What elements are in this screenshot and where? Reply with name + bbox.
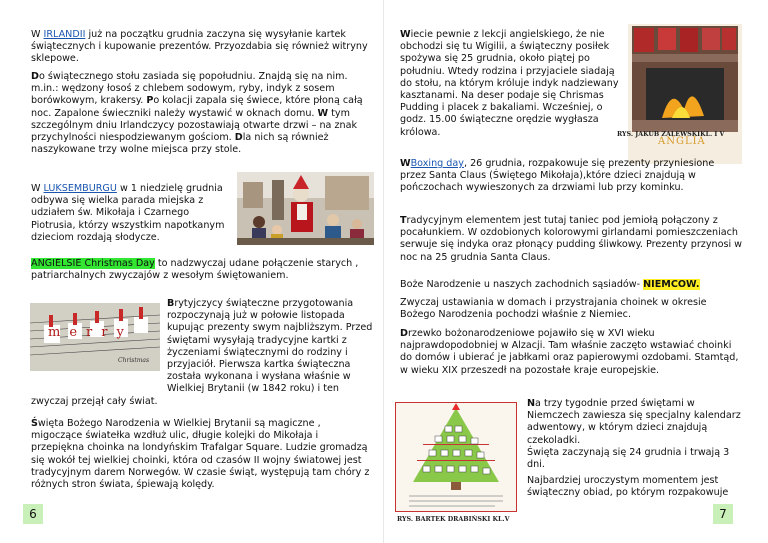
- boxing-day-paragraph: WBoxing day, 26 grudnia, rozpakowuje się prezenty przyniesione przez Santa Claus (Świętego Mikołaja),które dzieci znajdują w pończochach wywieszonych za drzwiami lub przy kominku.: [400, 158, 715, 194]
- england-highlight: ANGIELSIE Christmas Day: [31, 258, 155, 269]
- drawing-caption-2: RYS. BARTEK DRABIŃSKI KL.V: [397, 516, 510, 523]
- page-number-left: 6: [23, 504, 43, 524]
- holiday-duration: Święta zaczynają się 24 grudnia i trwają 3 dni.: [527, 447, 730, 471]
- germany-heading: Boże Narodzenie u naszych zachodnich sąsiadów- NIEMCOW.: [400, 279, 700, 290]
- britain-paragraph: Brytyjczycy świąteczne przygotowania rozpoczynają już w połowie listopada kupując prezenty swym najbliższym. Przed świętami wysyłają tradycyjne kartki z życzeniami świątecznymi do rodziny i przyjaciół. Pierwsza kartka świąteczna została wykonana i wysłana właśnie w Wielkiej Brytanii (w 1842 roku) i ten zwyczaj przejął cały świat.: [31, 298, 373, 407]
- card-subtitle: Christmas: [118, 357, 150, 364]
- tree-drawing: [395, 402, 517, 512]
- ireland-paragraph-2: Do świątecznego stołu zasiada się popołudniu. Znajdą się na nim. m.in.: wędzony łosoś z chlebem sodowym, ryby, indyk z sosem borówkowym, krakersy. Po kolacji zapala się świece, które płoną całą noc. Zapalone świeczniki należy wystawić w oknach domu. W tym szczególnym dniu Irlandczycy pozostawiają otwarte drzwi – na znak przychylności niespodziewanym gościom. Dla nich są również naszykowane trzy wolne miejsca przy stole.: [31, 71, 363, 156]
- britain-paragraph-2: Święta Bożego Narodzenia w Wielkiej Brytanii są magiczne , migoczące światełka wzdłuż ulic, długie kolejki do Mikołaja i przepiękna choinka na londyńskim Trafalgar Square. Ludzie gromadzą się wokół tej wielkiej choinki, która od czasów II wojny światowej jest tradycyjnym darem Norwegów. W czasie świąt, występują tam chóry z różnych stron świata, śpiewają kolędy.: [31, 418, 370, 491]
- tree-custom-paragraph: Zwyczaj ustawiania w domach i przystrajania choinek w okresie Bożego Narodzenia pochodzi właśnie z Niemiec.: [400, 297, 707, 321]
- mistletoe-paragraph: Tradycyjnym elementem jest tutaj taniec pod jemiołą połączony z pocałunkiem. W ozdobionych kolorowymi girlandami pomieszczeniach serwuje się indyka oraz płonący pudding śliwkowy. Prezenty przynosi w noc na 25 grudnia Santa Claus.: [400, 215, 743, 263]
- card-word: merry: [48, 325, 133, 340]
- fireplace-drawing: [628, 24, 742, 164]
- dinner-moment: Najbardziej uroczystym momentem jest świąteczny obiad, po którym rozpakowuje: [527, 475, 729, 499]
- ireland-link[interactable]: IRLANDII: [43, 29, 86, 40]
- page-number-right: 7: [713, 504, 733, 524]
- ireland-paragraph-1: W IRLANDII już na początku grudnia zaczyna się wysyłanie kartek świątecznych i kupowanie prezentów. Przyozdabia się również witryny sklepowe.: [31, 29, 368, 65]
- england-dinner-paragraph: Wiecie pewnie z lekcji angielskiego, że nie obchodzi się tu Wigilii, a świąteczny posiłek spożywa się 25 grudnia, około piątej po południu. Wtedy rodzina i przyjaciele siadają do stołu, na którym króluje indyk nadziewany kasztanami. Na deser podaje się Chrismas Pudding i placek z bakaliami. Wcześniej, o godz. 15.00 świąteczne orędzie wygłasza królowa.: [400, 29, 619, 138]
- luxembourg-paragraph: W LUKSEMBURGU w 1 niedzielę grudnia odbywa się wielka parada miejska z udziałem św. Mikołaja i Czarnego Piotrusia, którzy wszystkim napotkanym dzieciom rozdają słodycze.: [31, 183, 225, 243]
- right-page: [384, 0, 768, 543]
- luxembourg-link[interactable]: LUKSEMBURGU: [43, 183, 117, 194]
- advent-paragraph: Na trzy tygodnie przed świętami w Niemczech zawiesza się specjalny kalendarz adwentowy, w którym dzieci znajdują czekoladki.: [527, 398, 741, 446]
- drawing-caption-1: RYS. JAKUB ZALEWSKIKL. I V: [617, 131, 725, 138]
- boxing-day-link[interactable]: Boxing day: [410, 158, 464, 169]
- tree-history-paragraph: Drzewko bożonarodzeniowe pojawiło się w XVI wieku najprawdopodobniej w Alzacji. Tam właśnie zaczęto wstawiać choinki do domów i ubierać je jabłkami oraz papierowymi ozdobami. Stamtąd, w wieku XIX przeszedł na pozostałe kraje europejskie.: [400, 328, 739, 376]
- germany-highlight: NIEMCOW.: [643, 279, 700, 290]
- england-paragraph: ANGIELSIE Christmas Day to nadzwyczaj udane połączenie starych , patriarchalnych zwyczajów z wesołym świętowaniem.: [31, 258, 359, 282]
- drawing-word: ANGLIA: [658, 136, 706, 147]
- parade-photo: [237, 172, 374, 245]
